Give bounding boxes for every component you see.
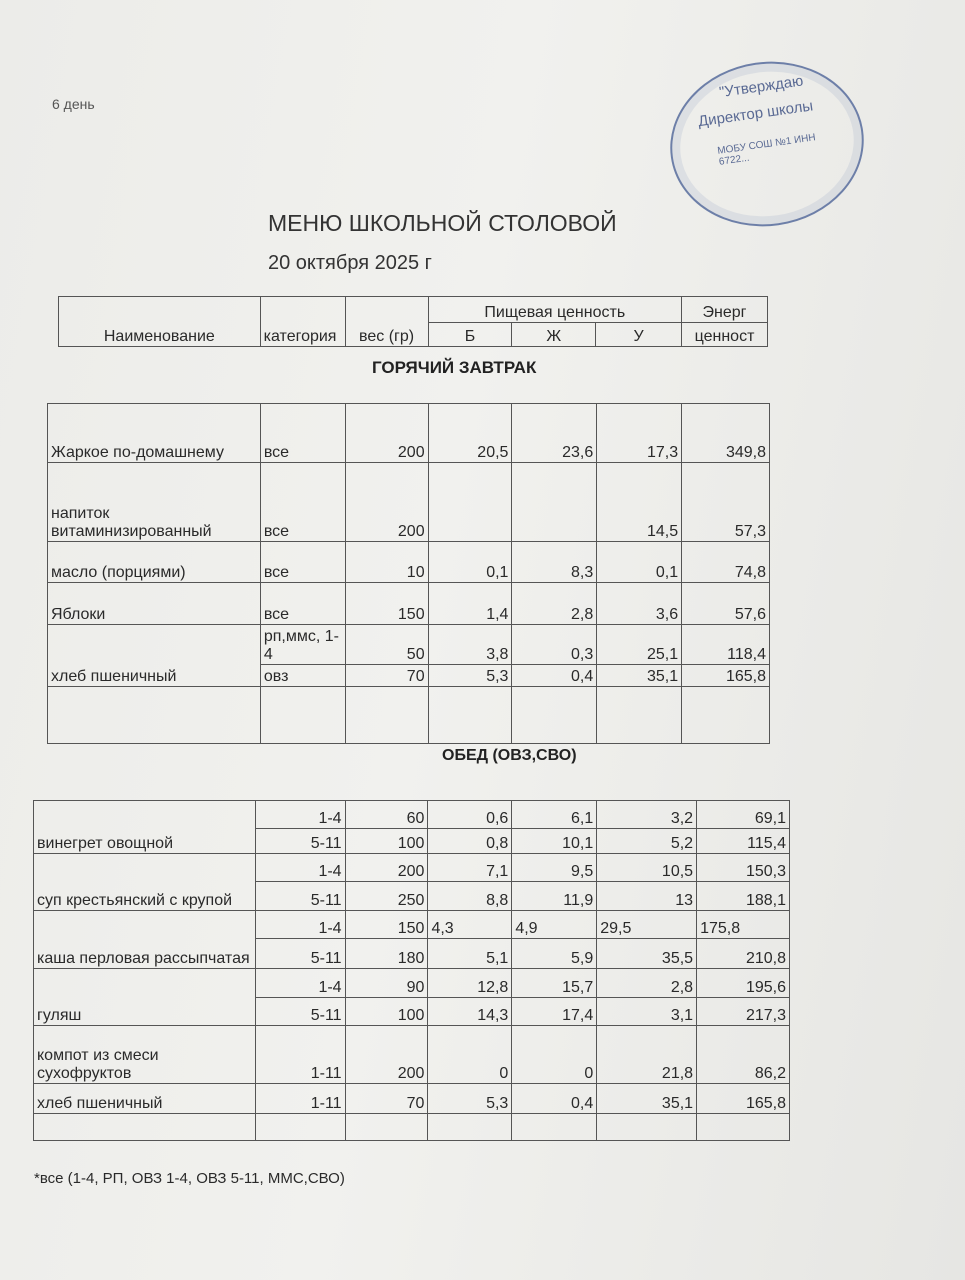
cell-category: овз <box>260 665 345 687</box>
cell-carbs: 5,2 <box>597 829 697 854</box>
cell-fat: 0,3 <box>512 625 597 665</box>
cell-protein: 5,3 <box>428 665 512 687</box>
column-header-table <box>58 296 768 347</box>
cell-category: 1-4 <box>255 969 345 998</box>
cell-fat: 0,4 <box>512 1084 597 1114</box>
empty-cell <box>48 687 261 744</box>
menu-date: 20 октября 2025 г <box>268 252 432 274</box>
cell-category: 5-11 <box>255 939 345 969</box>
empty-cell <box>428 1114 512 1141</box>
cell-carbs: 13 <box>597 882 697 911</box>
cell-fat: 11,9 <box>512 882 597 911</box>
cell-energy: 165,8 <box>697 1084 790 1114</box>
table-row <box>48 583 770 625</box>
header-energy-top: Энерг <box>682 297 768 323</box>
table-row <box>34 911 790 939</box>
cell-category: 5-11 <box>255 882 345 911</box>
cell-carbs: 10,5 <box>597 854 697 882</box>
cell-category: 1-11 <box>255 1084 345 1114</box>
table-row <box>34 1084 790 1114</box>
cell-weight: 70 <box>345 665 428 687</box>
cell-carbs: 0,1 <box>597 542 682 583</box>
dish-name: винегрет овощной <box>34 801 256 854</box>
cell-fat: 23,6 <box>512 404 597 463</box>
empty-cell <box>597 1114 697 1141</box>
cell-energy: 210,8 <box>697 939 790 969</box>
table-row <box>34 1026 790 1084</box>
cell-category: все <box>260 463 345 542</box>
cell-fat: 6,1 <box>512 801 597 829</box>
empty-row <box>48 687 770 744</box>
cell-fat: 0,4 <box>512 665 597 687</box>
cell-category: 5-11 <box>255 998 345 1026</box>
footnote: *все (1-4, РП, ОВЗ 1-4, ОВЗ 5-11, ММС,СВО) <box>34 1170 345 1187</box>
empty-row <box>34 1114 790 1141</box>
cell-category: 1-4 <box>255 854 345 882</box>
cell-carbs: 3,2 <box>597 801 697 829</box>
cell-protein: 5,3 <box>428 1084 512 1114</box>
cell-protein: 8,8 <box>428 882 512 911</box>
dish-name: масло (порциями) <box>48 542 261 583</box>
section-title-breakfast: ГОРЯЧИЙ ЗАВТРАК <box>372 358 537 377</box>
empty-cell <box>597 687 682 744</box>
empty-cell <box>260 687 345 744</box>
cell-carbs: 35,5 <box>597 939 697 969</box>
cell-fat: 5,9 <box>512 939 597 969</box>
lunch-table <box>33 800 790 1141</box>
cell-energy: 57,6 <box>682 583 770 625</box>
cell-protein <box>428 463 512 542</box>
table-row <box>34 854 790 882</box>
dish-name: Жаркое по-домашнему <box>48 404 261 463</box>
header-name: Наименование <box>59 297 261 347</box>
cell-energy: 69,1 <box>697 801 790 829</box>
cell-weight: 180 <box>345 939 428 969</box>
dish-name: хлеб пшеничный <box>34 1084 256 1114</box>
empty-cell <box>255 1114 345 1141</box>
header-weight: вес (гр) <box>345 297 428 347</box>
cell-category: все <box>260 583 345 625</box>
cell-carbs: 3,6 <box>597 583 682 625</box>
header-carbs: У <box>596 323 682 347</box>
cell-carbs: 21,8 <box>597 1026 697 1084</box>
page-title: МЕНЮ ШКОЛЬНОЙ СТОЛОВОЙ <box>268 210 617 236</box>
empty-cell <box>428 687 512 744</box>
empty-cell <box>345 687 428 744</box>
cell-weight: 200 <box>345 1026 428 1084</box>
table-row <box>34 969 790 998</box>
header-fat: Ж <box>512 323 596 347</box>
cell-fat: 17,4 <box>512 998 597 1026</box>
cell-energy: 74,8 <box>682 542 770 583</box>
cell-fat: 4,9 <box>512 911 597 939</box>
cell-carbs: 29,5 <box>597 911 697 939</box>
empty-cell <box>345 1114 428 1141</box>
cell-protein: 14,3 <box>428 998 512 1026</box>
empty-cell <box>697 1114 790 1141</box>
cell-carbs: 25,1 <box>597 625 682 665</box>
stamp-text-approve: "Утверждаю <box>718 72 805 102</box>
empty-cell <box>512 1114 597 1141</box>
cell-protein: 0,6 <box>428 801 512 829</box>
cell-carbs: 3,1 <box>597 998 697 1026</box>
day-label: 6 день <box>52 96 95 112</box>
dish-name: каша перловая рассыпчатая <box>34 911 256 969</box>
stamp-text-director: Директор школы <box>697 97 815 131</box>
cell-weight: 50 <box>345 625 428 665</box>
cell-weight: 150 <box>345 583 428 625</box>
approval-stamp <box>660 49 875 238</box>
cell-protein: 0 <box>428 1026 512 1084</box>
cell-fat: 15,7 <box>512 969 597 998</box>
cell-category: 1-11 <box>255 1026 345 1084</box>
header-protein: Б <box>428 323 512 347</box>
table-row <box>48 404 770 463</box>
cell-carbs: 17,3 <box>597 404 682 463</box>
cell-category: 1-4 <box>255 801 345 829</box>
empty-cell <box>34 1114 256 1141</box>
empty-cell <box>682 687 770 744</box>
cell-weight: 100 <box>345 829 428 854</box>
cell-category: все <box>260 404 345 463</box>
dish-name: гуляш <box>34 969 256 1026</box>
cell-fat: 10,1 <box>512 829 597 854</box>
cell-energy: 175,8 <box>697 911 790 939</box>
cell-protein: 0,1 <box>428 542 512 583</box>
dish-name: компот из смеси сухофруктов <box>34 1026 256 1084</box>
cell-category: 1-4 <box>255 911 345 939</box>
table-row <box>48 625 770 665</box>
cell-carbs: 2,8 <box>597 969 697 998</box>
stamp-text-inner: МОБУ СОШ №1 ИНН 6722... <box>716 132 817 168</box>
cell-carbs: 35,1 <box>597 1084 697 1114</box>
cell-energy: 188,1 <box>697 882 790 911</box>
cell-category: 5-11 <box>255 829 345 854</box>
cell-energy: 118,4 <box>682 625 770 665</box>
header-nutrition: Пищевая ценность <box>428 297 682 323</box>
cell-weight: 100 <box>345 998 428 1026</box>
cell-protein: 4,3 <box>428 911 512 939</box>
cell-carbs: 35,1 <box>597 665 682 687</box>
cell-energy: 217,3 <box>697 998 790 1026</box>
cell-weight: 250 <box>345 882 428 911</box>
cell-category: все <box>260 542 345 583</box>
cell-weight: 200 <box>345 463 428 542</box>
cell-energy: 115,4 <box>697 829 790 854</box>
breakfast-table <box>47 403 770 744</box>
cell-protein: 3,8 <box>428 625 512 665</box>
dish-name: Яблоки <box>48 583 261 625</box>
dish-name: напиток витаминизированный <box>48 463 261 542</box>
cell-protein: 1,4 <box>428 583 512 625</box>
header-energy-bottom: ценност <box>682 323 768 347</box>
cell-weight: 200 <box>345 854 428 882</box>
table-row <box>34 801 790 829</box>
cell-category: рп,ммс, 1-4 <box>260 625 345 665</box>
cell-fat: 9,5 <box>512 854 597 882</box>
dish-name: хлеб пшеничный <box>48 625 261 687</box>
cell-protein: 7,1 <box>428 854 512 882</box>
cell-energy: 86,2 <box>697 1026 790 1084</box>
cell-fat: 0 <box>512 1026 597 1084</box>
cell-carbs: 14,5 <box>597 463 682 542</box>
cell-fat: 2,8 <box>512 583 597 625</box>
cell-energy: 150,3 <box>697 854 790 882</box>
cell-weight: 60 <box>345 801 428 829</box>
cell-energy: 349,8 <box>682 404 770 463</box>
dish-name: суп крестьянский с крупой <box>34 854 256 911</box>
header-category: категория <box>260 297 345 347</box>
cell-weight: 70 <box>345 1084 428 1114</box>
cell-weight: 150 <box>345 911 428 939</box>
cell-weight: 90 <box>345 969 428 998</box>
cell-energy: 195,6 <box>697 969 790 998</box>
cell-fat <box>512 463 597 542</box>
cell-fat: 8,3 <box>512 542 597 583</box>
table-row <box>48 463 770 542</box>
cell-weight: 10 <box>345 542 428 583</box>
cell-protein: 20,5 <box>428 404 512 463</box>
cell-protein: 12,8 <box>428 969 512 998</box>
cell-protein: 0,8 <box>428 829 512 854</box>
cell-energy: 165,8 <box>682 665 770 687</box>
cell-energy: 57,3 <box>682 463 770 542</box>
empty-cell <box>512 687 597 744</box>
cell-weight: 200 <box>345 404 428 463</box>
cell-protein: 5,1 <box>428 939 512 969</box>
section-title-lunch: ОБЕД (ОВЗ,СВО) <box>442 747 577 764</box>
table-row <box>48 542 770 583</box>
